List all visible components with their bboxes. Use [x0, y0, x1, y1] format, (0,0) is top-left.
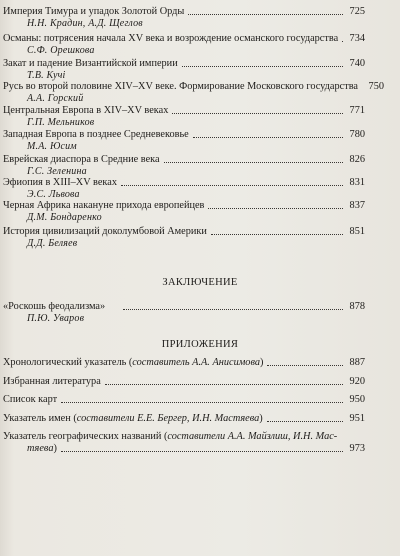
toc-entry-line — [3, 58, 365, 70]
toc-entry-page: 780 — [349, 129, 365, 140]
toc-entry-author: С.Ф. Орешкова — [27, 45, 95, 56]
toc-entry-line — [3, 413, 365, 425]
toc-entry-page: 951 — [349, 413, 365, 424]
toc-entry-title: «Роскошь феодализма» — [3, 301, 106, 312]
toc-entry-title: Черная Африка накануне прихода европейцев — [3, 200, 205, 211]
toc-entry-compiler: тяева — [27, 443, 54, 454]
toc-entry-page: 771 — [349, 105, 365, 116]
toc-entry-title: Русь во второй половине XIV–XV веке. Формирование Московского государства — [3, 81, 358, 92]
toc-entry-page: 950 — [349, 394, 365, 405]
toc-entry-line — [3, 177, 365, 189]
toc-entry-author: А.А. Горский — [27, 93, 84, 104]
toc-entry-title-tail: ) — [53, 443, 57, 454]
toc-entry-page: 831 — [349, 177, 365, 188]
toc-entry — [3, 33, 365, 57]
dotted-leader — [267, 364, 343, 366]
toc-entry — [3, 394, 365, 406]
toc-entry-title — [3, 376, 103, 388]
toc-entry-page: 740 — [349, 58, 365, 69]
toc-entry-line — [3, 129, 365, 141]
toc-entry-author: Г.С. Зеленина — [27, 166, 87, 177]
dotted-leader — [211, 233, 343, 235]
toc-entry-page: 734 — [349, 33, 365, 44]
section-heading-appendices: ПРИЛОЖЕНИЯ — [161, 339, 239, 350]
dotted-leader — [105, 383, 343, 385]
section-heading-conclusion: ЗАКЛЮЧЕНИЕ — [162, 277, 238, 288]
toc-entry-line — [3, 394, 365, 406]
toc-entry — [3, 6, 365, 30]
toc-entry-line — [3, 154, 365, 166]
toc-entry — [3, 357, 365, 369]
toc-entry-line — [3, 301, 365, 313]
dotted-leader — [121, 184, 343, 186]
toc-entry-page: 851 — [349, 226, 365, 237]
toc-entry-line — [3, 376, 365, 388]
toc-entry-page: 750 — [368, 81, 384, 92]
toc-entry-compiler: составитель А.А. Анисимова — [132, 357, 260, 368]
toc-entry-title: Западная Европа в позднее Средневековье — [3, 129, 189, 140]
toc-entry-line — [3, 226, 365, 238]
toc-entry — [3, 105, 365, 129]
toc-entry-title: История цивилизаций доколумбовой Америки — [3, 226, 207, 237]
toc-entry — [3, 413, 365, 425]
toc-entry-author: Д.Д. Беляев — [27, 238, 78, 249]
toc-entry — [3, 58, 365, 82]
toc-entry-title-tail: ) — [259, 413, 263, 424]
toc-entry-title-text: Хронологический указатель ( — [3, 357, 133, 368]
dotted-leader — [61, 450, 343, 452]
toc-entry-title: Центральная Европа в XIV–XV веках — [3, 105, 169, 116]
toc-entry-title — [3, 413, 265, 425]
dotted-leader — [182, 65, 343, 67]
toc-entry-title-text: Список карт — [3, 394, 58, 405]
toc-entry-line — [3, 357, 365, 369]
toc-entry-title — [3, 394, 59, 406]
toc-entry-geo-index — [3, 431, 365, 455]
toc-entry-compiler: составители А.А. Майзлиш, И.Н. Мас- — [167, 431, 338, 442]
toc-entry — [3, 226, 365, 250]
toc-entry-line — [3, 6, 365, 18]
toc-entry-compiler: составители Е.Е. Бергер, И.Н. Мастяева — [76, 413, 260, 424]
toc-entry — [3, 154, 365, 178]
toc-entry-line — [3, 431, 365, 443]
toc-entry — [3, 81, 384, 105]
toc-entry-page: 887 — [349, 357, 365, 368]
toc-entry-author: Н.Н. Крадин, А.Д. Щеглов — [27, 18, 143, 29]
dotted-leader — [267, 420, 343, 422]
toc-entry-title-text: Избранная литература — [3, 376, 101, 387]
toc-entry-line — [3, 105, 365, 117]
toc-entry-author: Д.М. Бондаренко — [27, 212, 102, 223]
toc-entry-title-cont — [27, 443, 59, 455]
toc-entry-author: М.А. Юсим — [27, 141, 77, 152]
dotted-leader — [193, 136, 343, 138]
toc-entry-title-text: Указатель географических названий ( — [3, 431, 168, 442]
toc-entry-page: 837 — [349, 200, 365, 211]
toc-entry-author: Г.П. Мельников — [27, 117, 95, 128]
toc-entry-line — [3, 81, 384, 93]
toc-entry-author: П.Ю. Уваров — [27, 313, 85, 324]
toc-entry — [3, 200, 365, 224]
toc-entry-title: Закат и падение Византийской империи — [3, 58, 178, 69]
toc-entry — [3, 177, 365, 201]
toc-entry-title: Еврейская диаспора в Средние века — [3, 154, 160, 165]
dotted-leader — [61, 401, 343, 403]
toc-entry — [3, 129, 365, 153]
toc-entry-author: Т.В. Кучі — [27, 70, 66, 81]
toc-entry-title: Эфиопия в XIII–XV веках — [3, 177, 117, 188]
toc-entry-author: Э.С. Львова — [27, 189, 80, 200]
dotted-leader — [188, 13, 343, 15]
toc-entry-line — [3, 443, 365, 455]
dotted-leader — [164, 161, 343, 163]
toc-entry-title — [3, 357, 265, 369]
toc-entry-line — [3, 200, 365, 212]
dotted-leader — [208, 207, 343, 209]
toc-entry-page: 725 — [349, 6, 365, 17]
dotted-leader — [172, 112, 343, 114]
toc-entry — [3, 376, 365, 388]
toc-entry-page: 920 — [349, 376, 365, 387]
toc-entry-page: 826 — [349, 154, 365, 165]
dotted-leader — [342, 40, 343, 42]
toc-entry — [3, 301, 365, 327]
toc-entry-page: 973 — [349, 443, 365, 454]
toc-entry-title-tail: ) — [260, 357, 264, 368]
toc-entry-title: Османы: потрясения начала XV века и возрождение османского государства — [3, 33, 339, 44]
toc-entry-title-text: Указатель имен ( — [3, 413, 77, 424]
toc-entry-page: 878 — [349, 301, 365, 312]
toc-entry-line — [3, 33, 365, 45]
toc-entry-title: Империя Тимура и упадок Золотой Орды — [3, 6, 185, 17]
dotted-leader — [123, 308, 343, 310]
